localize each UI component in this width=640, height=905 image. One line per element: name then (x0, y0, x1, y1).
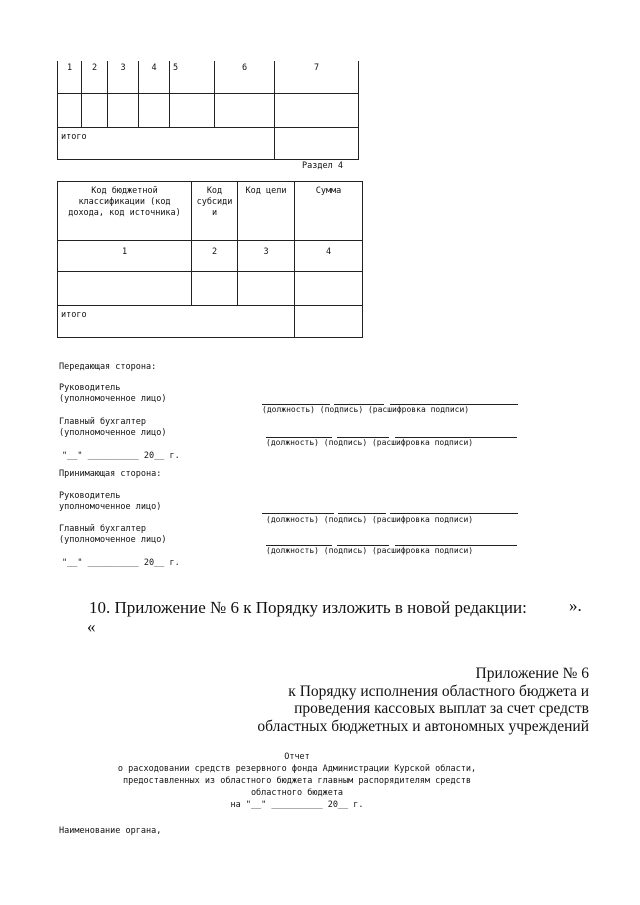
total-value-cell (275, 127, 359, 159)
total-label: итого (58, 306, 295, 338)
col-number: 2 (82, 61, 108, 93)
signature-line (338, 513, 386, 514)
report-subtitle: о расходовании средств резервного фонда Администрации Курской области, (117, 764, 477, 774)
transfer-head-label: Руководитель (уполномоченное лицо) (59, 383, 167, 404)
col-number: 3 (108, 61, 139, 93)
report-title: Отчет (284, 752, 310, 762)
table-cell (58, 272, 192, 306)
col-number: 3 (238, 241, 295, 272)
appendix-line: к Порядку исполнения областного бюджета и (288, 682, 589, 700)
transfer-accountant-label: Главный бухгалтер (уполномоченное лицо) (59, 417, 167, 438)
organization-label: Наименование органа, (59, 826, 162, 836)
table-cell (295, 272, 363, 306)
column-header: Код бюджетной классификации (код дохода, код источника) (58, 182, 192, 241)
table-cell (275, 93, 359, 127)
appendix-line: проведения кассовых выплат за счет средств (294, 700, 589, 717)
total-value-cell (295, 306, 363, 338)
col-number: 4 (295, 241, 363, 272)
table-cell (192, 272, 238, 306)
receive-head-label: Руководитель уполномоченное лицо) (59, 491, 162, 512)
col-number: 6 (215, 61, 275, 93)
col-number: 1 (58, 241, 192, 272)
table-cell (108, 93, 139, 127)
receive-accountant-label: Главный бухгалтер (уполномоченное лицо) (59, 524, 167, 545)
table-cell (170, 93, 215, 127)
col-number: 7 (275, 61, 359, 93)
col-number: 2 (192, 241, 238, 272)
receive-title: Принимающая сторона: (59, 469, 162, 479)
report-subtitle: предоставленных из областного бюджета главным распорядителям средств (123, 776, 471, 786)
signature-captions: (должность) (подпись) (расшифровка подписи) (262, 405, 470, 414)
section3-table (57, 61, 359, 160)
column-header: Сумма (295, 182, 363, 241)
signature-captions: (должность) (подпись) (расшифровка подписи) (266, 515, 474, 524)
signature-line (390, 513, 518, 514)
appendix-line: Приложение № 6 (475, 665, 589, 682)
appendix-heading (189, 665, 589, 735)
table-cell (58, 93, 82, 127)
appendix-line: областных бюджетных и автономных учреждений (257, 717, 589, 735)
closing-quote: ». (569, 596, 582, 615)
section4-table (57, 181, 363, 338)
column-header: Код цели (238, 182, 295, 241)
report-subtitle: областного бюджета (250, 788, 344, 798)
amendment-item-10: 10. Приложение № 6 к Порядку изложить в новой редакции: (89, 598, 527, 617)
transfer-title: Передающая сторона: (59, 362, 157, 372)
transfer-date: "__" __________ 20__ г. (62, 451, 180, 461)
table-cell (215, 93, 275, 127)
total-label: итого (58, 127, 275, 159)
col-number: 5 (170, 61, 215, 93)
column-header: Код субсиди и (192, 182, 238, 241)
opening-quote: « (87, 617, 96, 636)
table-cell (238, 272, 295, 306)
signature-line (262, 513, 334, 514)
table-cell (139, 93, 170, 127)
report-date: на "__" __________ 20__ г. (230, 800, 364, 810)
signature-captions: (должность) (подпись) (расшифровка подписи) (266, 546, 474, 555)
receive-date: "__" __________ 20__ г. (62, 558, 180, 568)
col-number: 4 (139, 61, 170, 93)
col-number: 1 (58, 61, 82, 93)
signature-captions: (должность) (подпись) (расшифровка подписи) (266, 438, 474, 447)
section-title: Раздел 4 (302, 161, 343, 171)
table-cell (82, 93, 108, 127)
